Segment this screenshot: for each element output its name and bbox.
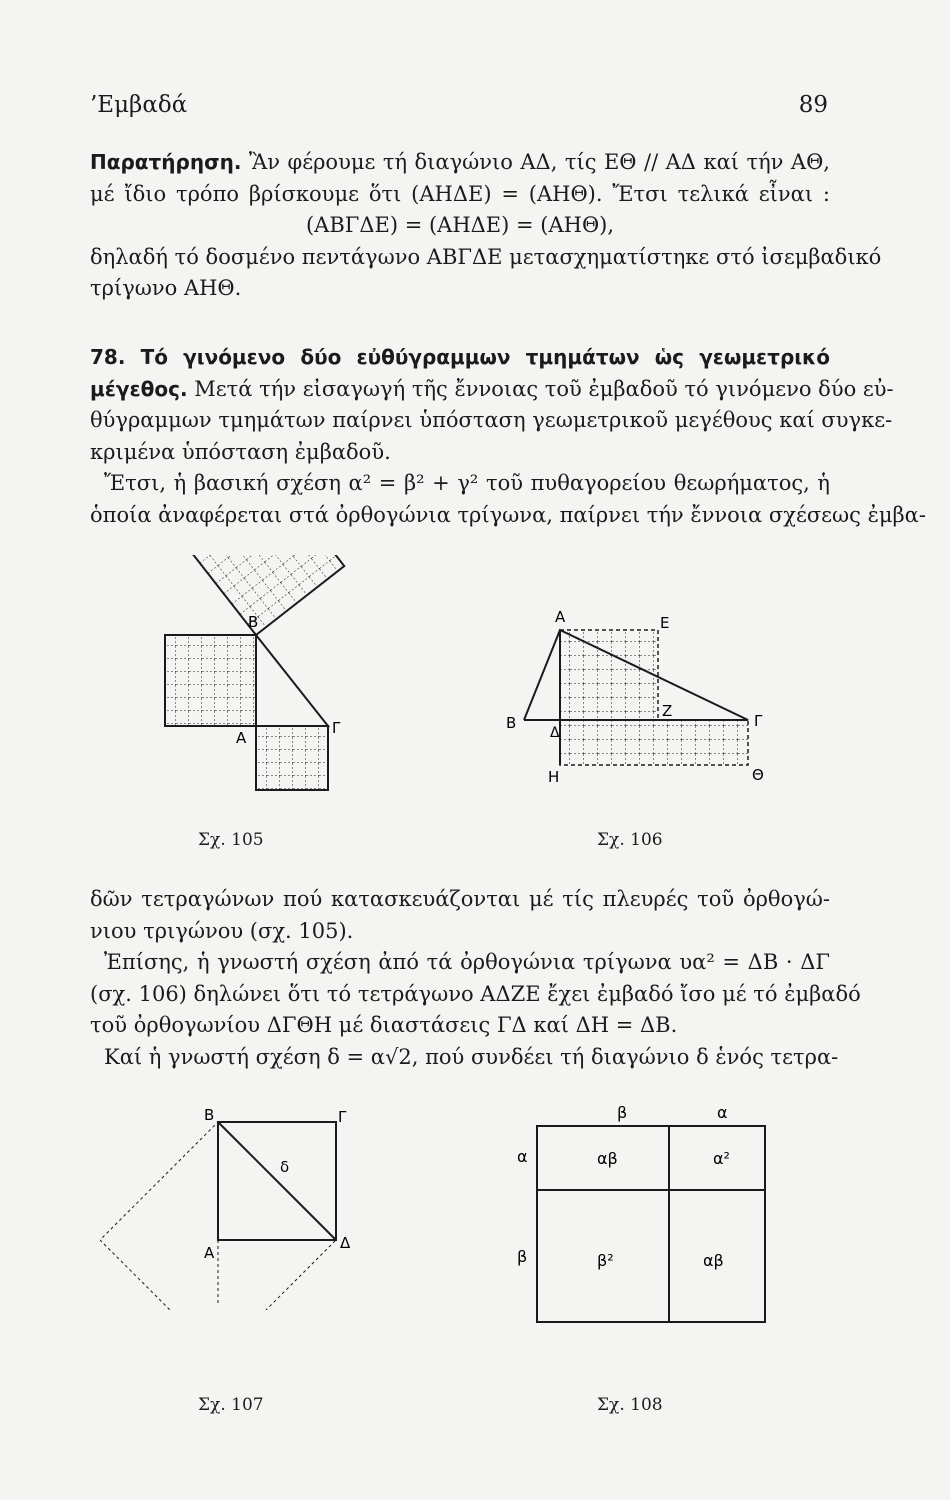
text-line: Καί ἡ γνωστή σχέση δ = α√2, πού συνδέει τή διαγώνιο δ ἑνός τετρα- [104,1044,839,1069]
text-line: τρίγωνο ΑΗΘ. [90,276,242,300]
text-line: Μετά τήν εἰσαγωγή τῆς ἔννοιας τοῦ ἐμβαδοῦ τό γινόμενο δύο εὐ- [194,376,894,401]
text-line: Ἂν φέρουμε τή διαγώνιο ΑΔ, τίς ΕΘ // ΑΔ καί τήν ΑΘ, [249,150,830,174]
figure-105 [150,555,450,805]
remark-label: Παρατήρηση. [90,150,242,174]
running-header: ’Εμβαδά [90,92,188,118]
text-line: κριμένα ὑπόσταση ἐμβαδοῦ. [90,439,391,464]
caption-105: Σχ. 105 [198,830,264,850]
equation: (ΑΒΓΔΕ) = (ΑΗΔΕ) = (ΑΗΘ), [305,213,615,237]
square-on-ag [256,726,328,790]
square-on-ba [165,635,256,726]
label-g: Γ [332,719,341,737]
middle-paragraph [90,884,861,1073]
cell-a2: α² [713,1149,730,1168]
text-line: δηλαδή τό δοσμένο πεντάγωνο ΑΒΓΔΕ μετασχηματίστηκε στό ἰσεμβαδικό [90,244,882,269]
figure-107 [100,1100,380,1310]
cell-ab-bottom: αβ [703,1251,724,1270]
label-d: Δ [550,725,560,741]
section-heading: 78. Τό γινόμενο δύο εὐθύγραμμων τμημάτων ὡς γεωμετρικό [90,345,830,369]
label-beta-top: β [617,1103,628,1122]
section-heading-cont: μέγεθος. [90,376,188,401]
label-e: Ε [660,614,670,632]
label-h: Η [548,768,560,786]
label-g: Γ [754,712,763,730]
cell-b2: β² [597,1251,614,1270]
label-a: Α [555,608,566,626]
remark-paragraph [90,147,882,305]
text-line: νιου τριγώνου (σχ. 105). [90,918,354,943]
label-a: Α [204,1244,215,1262]
label-g: Γ [338,1108,347,1126]
label-th: Θ [752,766,764,784]
label-b: Β [204,1106,215,1124]
text-line: τοῦ ὀρθογωνίου ΔΓΘΗ μέ διαστάσεις ΓΔ καί ΔΗ = ΔΒ. [90,1013,678,1037]
square-on-hypotenuse [187,555,344,635]
figure-108 [505,1098,775,1328]
label-b: Β [506,714,517,732]
label-delta-small: δ [280,1158,290,1176]
cell-ab-top: αβ [597,1149,618,1168]
label-beta-left: β [517,1247,528,1266]
text-line: (σχ. 106) δηλώνει ὅτι τό τετράγωνο ΑΔΖΕ ἔχει ἐμβαδό ἴσο μέ τό ἐμβαδό [90,981,861,1006]
text-line: θύγραμμων τμημάτων παίρνει ὑπόσταση γεωμετρικοῦ μεγέθους καί συγκε- [90,408,893,432]
right-triangle [256,635,328,726]
caption-108: Σχ. 108 [597,1395,663,1415]
label-alpha-left: α [517,1147,528,1166]
big-square [537,1126,765,1322]
figure-106 [500,600,790,800]
label-d: Δ [340,1234,351,1252]
label-z: Ζ [662,702,673,720]
square-adze [560,630,658,720]
text-line: Ἐπίσης, ἡ γνωστή σχέση ἀπό τά ὀρθογώνια τρίγωνα υα² = ΔΒ · ΔΓ [104,950,830,974]
text-line: μέ ἴδιο τρόπο βρίσκουμε ὅτι (ΑΗΔΕ) = (ΑΗΘ). Ἔτσι τελικά εἶναι : [90,181,830,206]
rectangle-dgth [560,720,748,765]
text-line: Ἔτσι, ἡ βασική σχέση α² = β² + γ² τοῦ πυθαγορείου θεωρήματος, ἡ [104,471,830,495]
text-line: δῶν τετραγώνων πού κατασκευάζονται μέ τίς πλευρές τοῦ ὀρθογώ- [90,887,830,911]
label-alpha-top: α [717,1103,728,1122]
text-line: ὁποία ἀναφέρεται στά ὀρθογώνια τρίγωνα, παίρνει τήν ἔννοια σχέσεως ἐμβα- [90,502,926,527]
label-a: Α [236,729,247,747]
caption-107: Σχ. 107 [198,1395,264,1415]
label-b: Β [248,613,259,631]
section-78 [90,342,926,531]
page-number: 89 [798,92,828,118]
caption-106: Σχ. 106 [597,830,663,850]
